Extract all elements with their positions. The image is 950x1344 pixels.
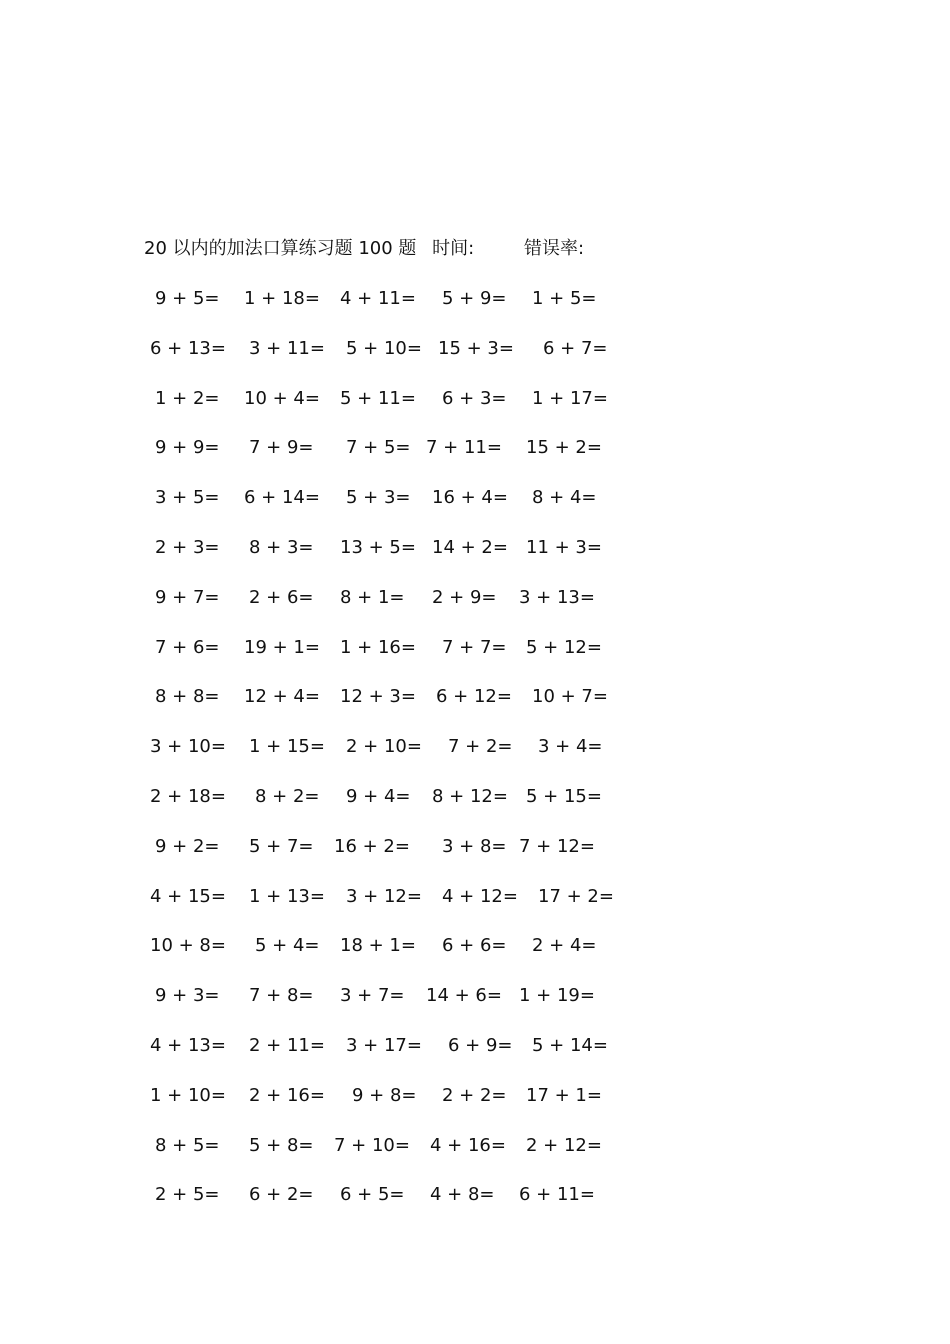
addition-problem: 8 + 8=	[155, 686, 220, 708]
addition-problem: 1 + 16=	[340, 636, 416, 658]
problem-row	[148, 336, 648, 386]
addition-problem: 8 + 3=	[249, 536, 314, 558]
addition-problem: 3 + 10=	[150, 736, 226, 758]
addition-problem: 2 + 12=	[526, 1134, 602, 1156]
addition-problem: 2 + 3=	[155, 536, 220, 558]
addition-problem: 4 + 8=	[430, 1184, 495, 1206]
problem-row	[148, 784, 648, 834]
addition-problem: 3 + 5=	[155, 487, 220, 509]
addition-problem: 7 + 7=	[442, 636, 507, 658]
addition-problem: 6 + 7=	[543, 337, 608, 359]
addition-problem: 5 + 4=	[255, 935, 320, 957]
problem-row	[148, 435, 648, 485]
addition-problem: 2 + 11=	[249, 1034, 325, 1056]
addition-problem: 8 + 4=	[532, 487, 597, 509]
addition-problem: 1 + 17=	[532, 387, 608, 409]
addition-problem: 7 + 2=	[448, 736, 513, 758]
problem-row	[148, 635, 648, 685]
problem-grid	[148, 286, 648, 1232]
addition-problem: 8 + 1=	[340, 586, 405, 608]
addition-problem: 15 + 2=	[526, 437, 602, 459]
problem-row	[148, 1133, 648, 1183]
addition-problem: 3 + 13=	[519, 586, 595, 608]
addition-problem: 5 + 8=	[249, 1134, 314, 1156]
addition-problem: 8 + 5=	[155, 1134, 220, 1156]
addition-problem: 7 + 5=	[346, 437, 411, 459]
addition-problem: 15 + 3=	[438, 337, 514, 359]
addition-problem: 8 + 2=	[255, 785, 320, 807]
addition-problem: 5 + 14=	[532, 1034, 608, 1056]
addition-problem: 7 + 6=	[155, 636, 220, 658]
addition-problem: 2 + 6=	[249, 586, 314, 608]
addition-problem: 2 + 5=	[155, 1184, 220, 1206]
problem-row	[148, 535, 648, 585]
addition-problem: 5 + 12=	[526, 636, 602, 658]
worksheet-header	[144, 236, 584, 262]
addition-problem: 6 + 13=	[150, 337, 226, 359]
addition-problem: 9 + 7=	[155, 586, 220, 608]
problem-row	[148, 485, 648, 535]
addition-problem: 9 + 8=	[352, 1084, 417, 1106]
addition-problem: 2 + 9=	[432, 586, 497, 608]
addition-problem: 5 + 9=	[442, 288, 507, 309]
addition-problem: 14 + 2=	[432, 536, 508, 558]
problem-row	[148, 585, 648, 635]
addition-problem: 5 + 11=	[340, 387, 416, 409]
problem-row	[148, 386, 648, 436]
addition-problem: 9 + 5=	[155, 288, 220, 309]
addition-problem: 5 + 10=	[346, 337, 422, 359]
problem-row	[148, 884, 648, 934]
problem-row	[148, 684, 648, 734]
addition-problem: 18 + 1=	[340, 935, 416, 957]
addition-problem: 17 + 1=	[526, 1084, 602, 1106]
error-rate-label: 错误率:	[523, 238, 585, 259]
problem-row	[148, 1033, 648, 1083]
addition-problem: 4 + 16=	[430, 1134, 506, 1156]
problem-row	[148, 286, 648, 336]
addition-problem: 9 + 3=	[155, 985, 220, 1007]
addition-problem: 6 + 5=	[340, 1184, 405, 1206]
addition-problem: 3 + 17=	[346, 1034, 422, 1056]
addition-problem: 6 + 3=	[442, 387, 507, 409]
addition-problem: 11 + 3=	[526, 536, 602, 558]
addition-problem: 6 + 2=	[249, 1184, 314, 1206]
addition-problem: 1 + 19=	[519, 985, 595, 1007]
addition-problem: 10 + 4=	[244, 387, 320, 409]
addition-problem: 3 + 4=	[538, 736, 603, 758]
addition-problem: 4 + 12=	[442, 885, 518, 907]
problem-row	[148, 983, 648, 1033]
addition-problem: 8 + 12=	[432, 785, 508, 807]
addition-problem: 16 + 4=	[432, 487, 508, 509]
addition-problem: 2 + 4=	[532, 935, 597, 957]
addition-problem: 2 + 18=	[150, 785, 226, 807]
addition-problem: 16 + 2=	[334, 835, 410, 857]
addition-problem: 2 + 2=	[442, 1084, 507, 1106]
addition-problem: 19 + 1=	[244, 636, 320, 658]
addition-problem: 12 + 3=	[340, 686, 416, 708]
addition-problem: 4 + 13=	[150, 1034, 226, 1056]
addition-problem: 4 + 11=	[340, 288, 416, 309]
addition-problem: 3 + 12=	[346, 885, 422, 907]
time-label: 时间:	[432, 238, 475, 259]
addition-problem: 10 + 7=	[532, 686, 608, 708]
addition-problem: 10 + 8=	[150, 935, 226, 957]
addition-problem: 13 + 5=	[340, 536, 416, 558]
problem-row	[148, 1083, 648, 1133]
addition-problem: 9 + 9=	[155, 437, 220, 459]
addition-problem: 6 + 6=	[442, 935, 507, 957]
addition-problem: 6 + 12=	[436, 686, 512, 708]
addition-problem: 1 + 13=	[249, 885, 325, 907]
addition-problem: 6 + 14=	[244, 487, 320, 509]
addition-problem: 3 + 11=	[249, 337, 325, 359]
addition-problem: 17 + 2=	[538, 885, 614, 907]
addition-problem: 2 + 16=	[249, 1084, 325, 1106]
addition-problem: 6 + 11=	[519, 1184, 595, 1206]
addition-problem: 14 + 6=	[426, 985, 502, 1007]
addition-problem: 9 + 4=	[346, 785, 411, 807]
problem-row	[148, 834, 648, 884]
addition-problem: 1 + 15=	[249, 736, 325, 758]
worksheet-title: 20 以内的加法口算练习题 100 题	[144, 238, 417, 259]
addition-problem: 3 + 8=	[442, 835, 507, 857]
addition-problem: 1 + 10=	[150, 1084, 226, 1106]
addition-problem: 2 + 10=	[346, 736, 422, 758]
addition-problem: 1 + 5=	[532, 288, 597, 309]
addition-problem: 7 + 9=	[249, 437, 314, 459]
addition-problem: 12 + 4=	[244, 686, 320, 708]
problem-row	[148, 933, 648, 983]
problem-row	[148, 1182, 648, 1232]
addition-problem: 3 + 7=	[340, 985, 405, 1007]
problem-row	[148, 734, 648, 784]
addition-problem: 7 + 12=	[519, 835, 595, 857]
addition-problem: 1 + 18=	[244, 288, 320, 309]
addition-problem: 5 + 7=	[249, 835, 314, 857]
addition-problem: 4 + 15=	[150, 885, 226, 907]
addition-problem: 7 + 8=	[249, 985, 314, 1007]
addition-problem: 9 + 2=	[155, 835, 220, 857]
addition-problem: 7 + 11=	[426, 437, 502, 459]
addition-problem: 7 + 10=	[334, 1134, 410, 1156]
addition-problem: 1 + 2=	[155, 387, 220, 409]
addition-problem: 6 + 9=	[448, 1034, 513, 1056]
addition-problem: 5 + 3=	[346, 487, 411, 509]
addition-problem: 5 + 15=	[526, 785, 602, 807]
